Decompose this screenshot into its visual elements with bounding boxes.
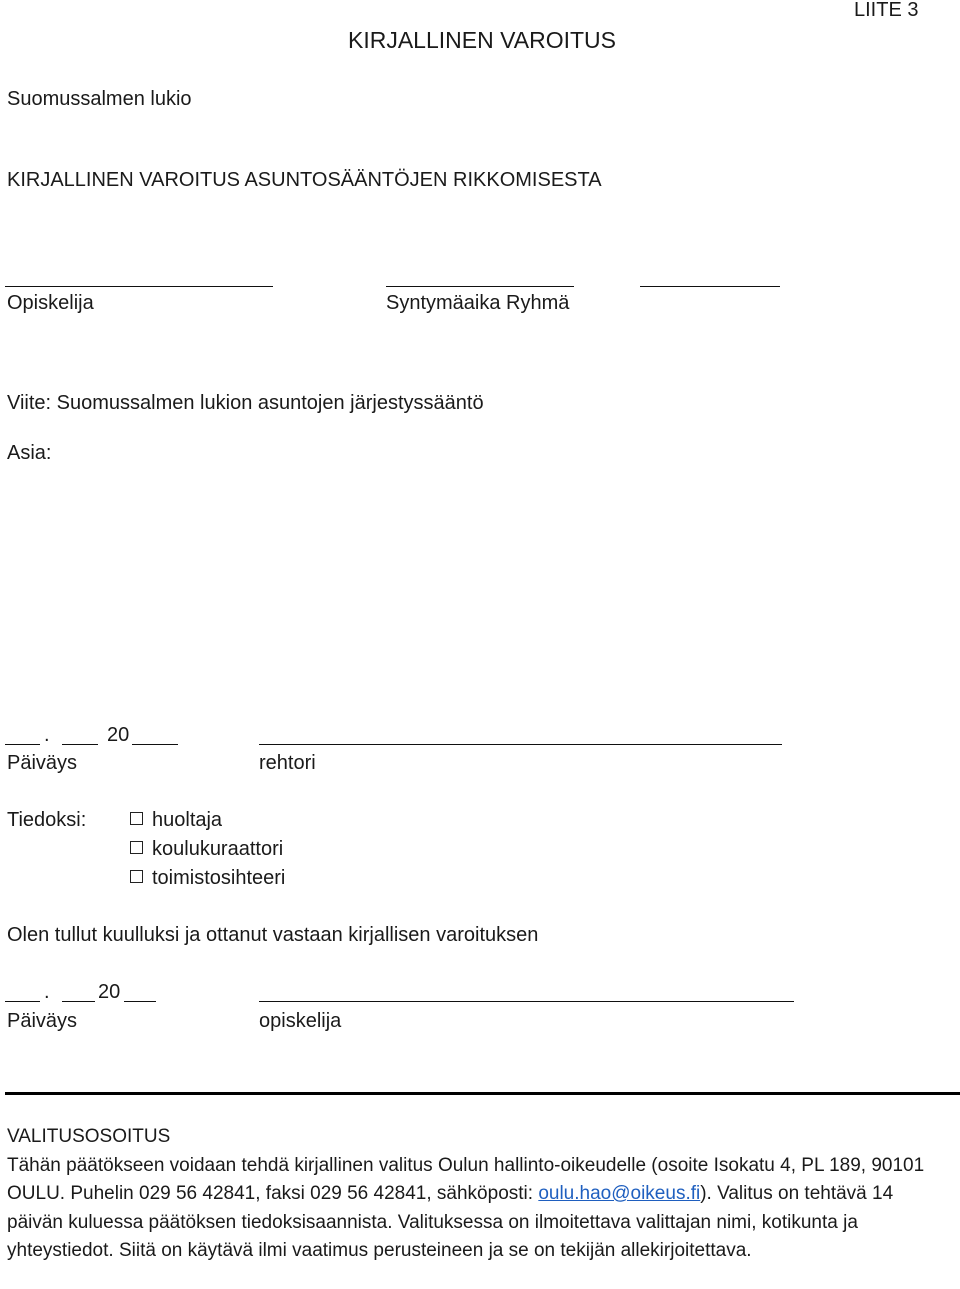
day-blank[interactable] — [5, 744, 40, 745]
year-blank[interactable] — [124, 1001, 156, 1002]
student-label: Opiskelija — [7, 292, 94, 314]
checkbox-icon[interactable] — [130, 870, 143, 883]
birthdate-blank[interactable] — [386, 286, 574, 287]
checkbox-icon[interactable] — [130, 841, 143, 854]
birthdate-group-label: Syntymäaika Ryhmä — [386, 292, 570, 314]
month-blank[interactable] — [62, 744, 98, 745]
appeal-heading: VALITUSOSOITUS — [7, 1126, 171, 1147]
appeal-section — [7, 1123, 942, 1266]
day-blank[interactable] — [5, 1001, 40, 1002]
appeal-body: Tähän päätökseen voidaan tehdä kirjallinen valitus Oulun hallinto-oikeudelle (osoite Isokatu 4, PL 189, 90101 OULU. Puhelin 029 56 42841, faksi 029 56 42841, sähköposti: oulu.hao@oikeus.fi). Valitus on tehtävä 14 päivän kuluessa päätöksen tiedoksisaannista. Valituksessa on ilmoitettava valittajan nimi, kotikunta ja yhteystiedot. Siitä on käytävä ilmi vaatimus perusteineen ja se on tekijän allekirjoitettava. — [7, 1154, 925, 1261]
date-label: Päiväys — [7, 752, 78, 774]
date-dot: . — [44, 981, 50, 1003]
date-dot: . — [44, 724, 50, 746]
appendix-label: LIITE 3 — [854, 0, 919, 21]
section-divider — [5, 1092, 960, 1095]
subject-label: Asia: — [7, 442, 52, 464]
notification-option-guardian[interactable]: huoltaja — [130, 810, 222, 830]
checkbox-icon[interactable] — [130, 812, 143, 825]
reference-text: Viite: Suomussalmen lukion asuntojen järjestyssääntö — [7, 392, 484, 414]
document-subtitle: KIRJALLINEN VAROITUS ASUNTOSÄÄNTÖJEN RIKKOMISESTA — [7, 169, 602, 191]
acknowledgement-text: Olen tullut kuulluksi ja ottanut vastaan kirjallisen varoituksen — [7, 924, 539, 946]
notification-option-counsellor[interactable]: koulukuraattori — [130, 839, 283, 859]
month-blank[interactable] — [62, 1001, 95, 1002]
school-name: Suomussalmen lukio — [7, 88, 192, 110]
notification-option-secretary[interactable]: toimistosihteeri — [130, 868, 285, 888]
year-prefix: 20 — [98, 981, 121, 1003]
student-signer-label: opiskelija — [259, 1010, 342, 1032]
student-signature-line[interactable] — [259, 1001, 794, 1002]
document-title: KIRJALLINEN VAROITUS — [348, 27, 616, 53]
principal-label: rehtori — [259, 752, 316, 774]
group-blank[interactable] — [640, 286, 780, 287]
email-link[interactable]: oulu.hao@oikeus.fi — [538, 1183, 701, 1204]
year-prefix: 20 — [107, 724, 130, 746]
student-name-blank[interactable] — [5, 286, 273, 287]
notification-label: Tiedoksi: — [7, 809, 87, 831]
date-label: Päiväys — [7, 1010, 78, 1032]
principal-signature-line[interactable] — [259, 744, 782, 745]
year-blank[interactable] — [132, 744, 178, 745]
